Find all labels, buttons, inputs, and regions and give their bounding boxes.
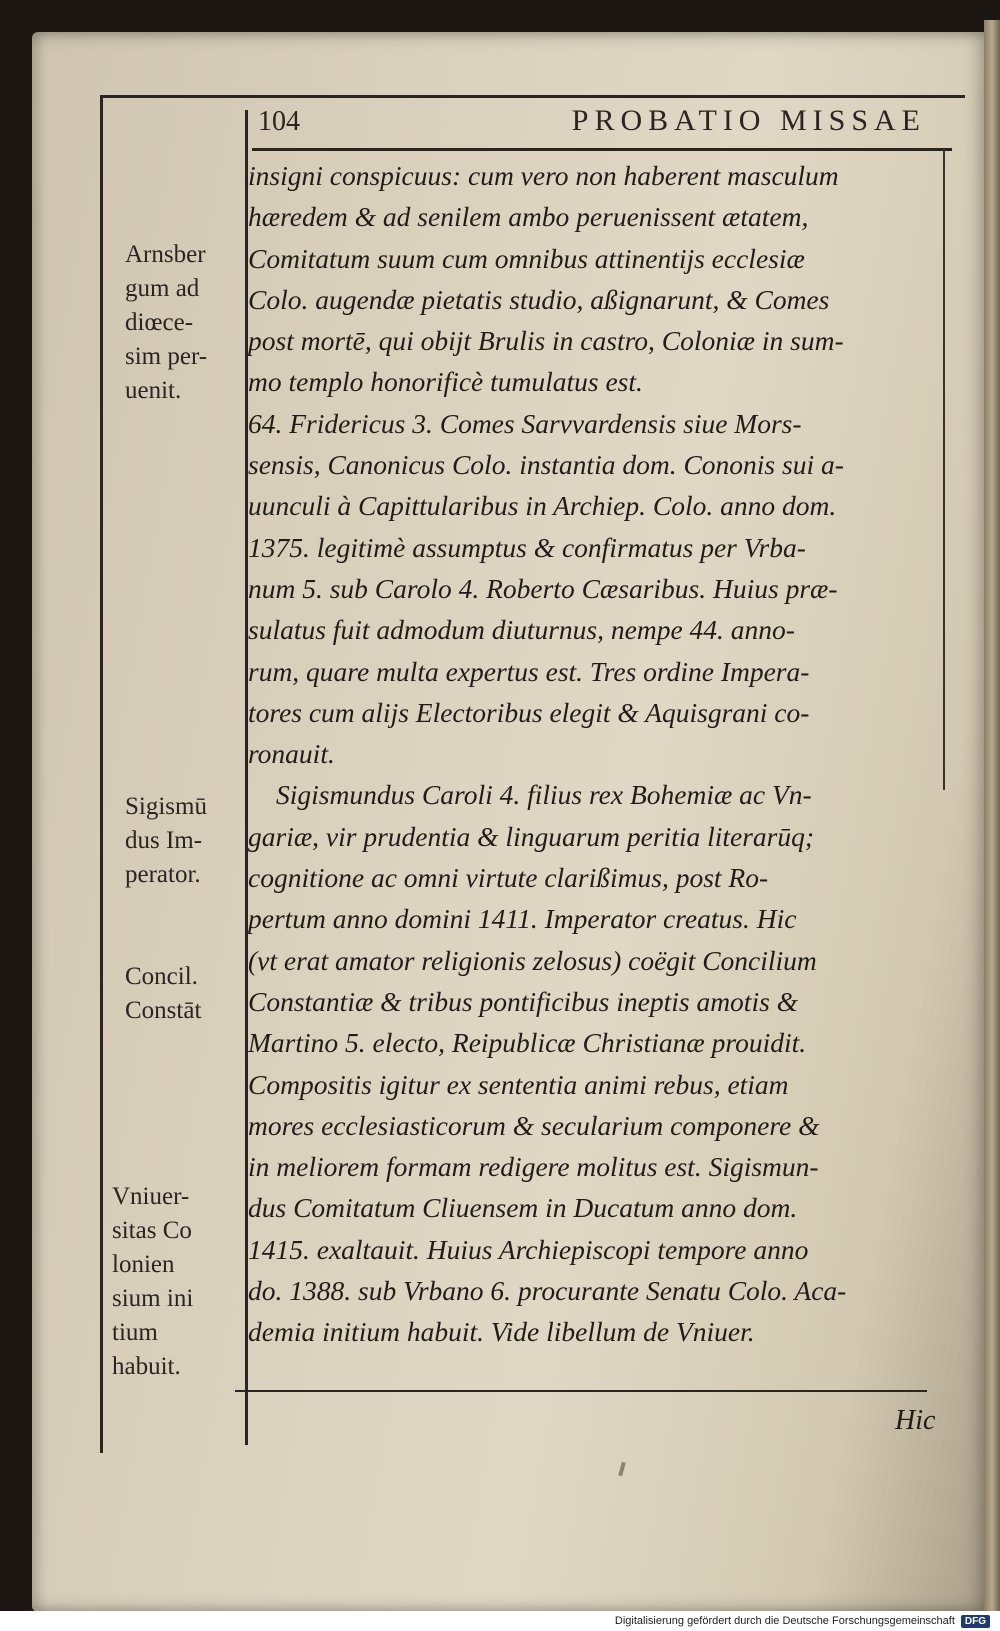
marginal-note-concilium <box>125 960 245 1028</box>
text-line: hæredem & ad senilem ambo peruenissent ætatem, <box>248 201 809 233</box>
marginal-note-arnsberg <box>125 238 245 408</box>
text-line: 1375. legitimè assumptus & confirmatus per Vrba- <box>248 531 806 563</box>
marginal-note-universitas <box>112 1180 232 1384</box>
text-line: rum, quare multa expertus est. Tres ordine Impera- <box>248 655 810 687</box>
marginal-line: sium ini <box>112 1285 194 1312</box>
text-line: 64. Fridericus 3. Comes Sarvvardensis siue Mors- <box>248 407 802 439</box>
marginal-line: diœce- <box>125 309 194 336</box>
text-line: Martino 5. electo, Reipublicæ Christianæ prouidit. <box>248 1027 807 1059</box>
marginal-line: tium <box>112 1319 158 1346</box>
main-text-block <box>248 155 948 1353</box>
text-line: gariæ, vir prudentia & linguarum peritia literarūq; <box>248 820 815 852</box>
text-line: pertum anno domini 1411. Imperator creatus. Hic <box>248 903 797 935</box>
catchword: Hic <box>895 1405 936 1436</box>
page-number: 104 <box>258 106 300 137</box>
text-line: mores ecclesiasticorum & secularium componere & <box>248 1109 820 1141</box>
bottom-rule <box>235 1390 927 1392</box>
text-line: dus Comitatum Cliuensem in Ducatum anno dom. <box>248 1192 798 1224</box>
marginal-line: sim per- <box>125 343 208 370</box>
text-line: Sigismundus Caroli 4. filius rex Bohemiæ ac Vn- <box>276 779 812 811</box>
marginal-line: perator. <box>125 861 201 888</box>
page-header <box>258 104 948 144</box>
text-line: insigni conspicuus: cum vero non haberent masculum <box>248 160 839 191</box>
marginal-line: lonien <box>112 1251 175 1278</box>
text-line: ronauit. <box>248 738 335 770</box>
text-line: in meliorem formam redigere molitus est. Sigismun- <box>248 1151 819 1183</box>
running-title: PROBATIO MISSAE <box>571 104 926 137</box>
text-line: cognitione ac omni virtute clarißimus, post Ro- <box>248 862 769 894</box>
digitization-footer <box>0 1611 1000 1631</box>
text-line: (vt erat amator religionis zelosus) coëgit Concilium <box>248 944 817 976</box>
text-line: 1415. exaltauit. Huius Archiepiscopi tempore anno <box>248 1233 809 1265</box>
marginal-note-sigismund <box>125 790 245 892</box>
text-line: sensis, Canonicus Colo. instantia dom. Cononis sui a- <box>248 449 844 481</box>
page-edge <box>984 20 1000 1620</box>
marginal-line: gum ad <box>125 275 200 302</box>
marginal-line: habuit. <box>112 1353 181 1380</box>
text-line: tores cum alijs Electoribus elegit & Aquisgrani co- <box>248 696 810 728</box>
marginal-line: Constāt <box>125 997 202 1024</box>
text-line: uunculi à Capittularibus in Archiep. Colo. anno dom. <box>248 490 837 522</box>
marginal-line: Sigismū <box>125 793 207 820</box>
text-line: Colo. augendæ pietatis studio, aßignarunt, & Comes <box>248 283 830 315</box>
text-line: sulatus fuit admodum diuturnus, nempe 44. anno- <box>248 614 795 646</box>
marginal-line: dus Im- <box>125 827 203 854</box>
text-line: mo templo honorificè tumulatus est. <box>248 366 643 398</box>
header-rule <box>252 148 952 151</box>
text-line: post mortē, qui obijt Brulis in castro, Coloniæ in sum- <box>248 325 844 357</box>
dfg-logo: DFG <box>961 1615 990 1628</box>
text-line: Comitatum suum cum omnibus attinentijs ecclesiæ <box>248 242 805 274</box>
text-line: Compositis igitur ex sententia animi rebus, etiam <box>248 1068 789 1100</box>
marginal-line: sitas Co <box>112 1217 192 1244</box>
marginal-line: Arnsber <box>125 241 206 268</box>
text-line: demia initium habuit. Vide libellum de Vniuer. <box>248 1316 755 1348</box>
text-line: Constantiæ & tribus pontificibus ineptis amotis & <box>248 985 799 1017</box>
marginal-line: Concil. <box>125 963 198 990</box>
footer-credit: Digitalisierung gefördert durch die Deutsche Forschungsgemeinschaft <box>614 1615 955 1627</box>
text-line: do. 1388. sub Vrbano 6. procurante Senatu Colo. Aca- <box>248 1275 847 1307</box>
text-line: num 5. sub Carolo 4. Roberto Cæsaribus. Huius præ- <box>248 572 838 604</box>
marginal-line: Vniuer- <box>112 1183 190 1210</box>
marginal-line: uenit. <box>125 377 182 404</box>
